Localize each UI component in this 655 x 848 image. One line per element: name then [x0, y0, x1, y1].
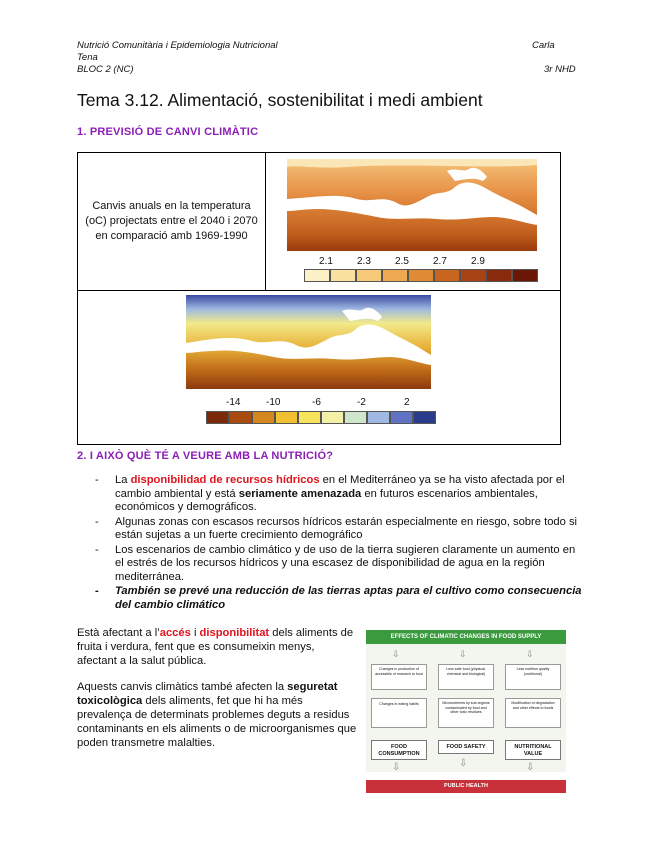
legend-swatch	[382, 269, 408, 282]
precipitation-tick-3: -6	[312, 397, 321, 408]
legend-swatch	[434, 269, 460, 282]
paragraph-access	[77, 626, 357, 668]
bullet-1-highlight: disponibilidad de recursos hídricos	[130, 474, 320, 486]
paragraph-1-highlight-availability: disponibilitat	[199, 627, 270, 639]
temperature-map-cell	[266, 153, 560, 291]
effect-box-safety: Less safe food (physical, chemical and biological)	[438, 664, 494, 690]
effects-diagram	[366, 630, 566, 795]
precipitation-tick-2: -10	[266, 397, 281, 408]
paragraph-1-highlight-access: accés	[159, 627, 191, 639]
arrow-down-icon: ⇩	[526, 649, 534, 659]
paragraph-2-end: dels aliments, fet que hi ha més prevalença de determinats problemes deguts a residus contaminants en els aliments o de microorganismes que poden transmetre malalties.	[77, 695, 357, 749]
effect-box-production: Changes in production of accessible of research to food	[371, 664, 427, 690]
bullet-list	[95, 474, 583, 613]
temperature-legend	[304, 269, 538, 282]
bullet-3-text: Los escenarios de cambio climático y de uso de la tierra sugieren claramente un aumento en el estrés de los recursos hídricos y una escasez de disponibilidad de agua en la región mediterránea.	[115, 543, 576, 583]
bullet-1-text-end: en futuros escenarios ambientales, económicos y demográficos.	[115, 487, 538, 513]
paragraph-1-start: Està afectant a l’	[77, 627, 160, 639]
precipitation-map	[186, 295, 431, 389]
legend-swatch	[330, 269, 356, 282]
arrow-down-icon: ⇩	[392, 762, 401, 773]
effect-box-nutrition: Less nutrition quality (nutritional)	[505, 664, 561, 690]
temperature-tick-2: 2.3	[357, 256, 371, 267]
header-author-name: Carla	[532, 40, 555, 51]
list-item	[95, 516, 583, 543]
legend-swatch	[390, 411, 413, 424]
list-item	[95, 544, 583, 585]
effect-box-contaminants: Micronutrients by sub-regions contaminated by food and other toxic residues	[438, 698, 494, 728]
bullet-marker: -	[95, 474, 99, 486]
bullet-marker: -	[95, 515, 99, 528]
bullet-4-text: También se prevé una reducción de las tierras aptas para el cultivo como consecuencia del cambio climático	[115, 585, 582, 611]
label-food-safety: FOOD SAFETY	[438, 740, 494, 754]
legend-swatch	[229, 411, 252, 424]
precipitation-tick-1: -14	[226, 397, 241, 408]
header-author-surname: Tena	[77, 52, 98, 63]
arrow-down-icon: ⇩	[526, 762, 535, 773]
legend-swatch	[460, 269, 486, 282]
bullet-1-bold: seriamente amenazada	[238, 487, 362, 500]
temperature-tick-1: 2.1	[319, 256, 333, 267]
section-heading-1: 1. PREVISIÓ DE CANVI CLIMÀTIC	[77, 126, 259, 138]
effect-box-eating: Changes in eating habits	[371, 698, 427, 728]
precipitation-tick-5: 2	[404, 397, 410, 408]
effects-diagram-title: EFFECTS OF CLIMATIC CHANGES IN FOOD SUPPLY	[366, 630, 566, 644]
map-caption	[78, 153, 266, 291]
arrow-down-icon: ⇩	[459, 649, 467, 659]
map-caption-text: Canvis anuals en la temperatura (oC) projectats entre el 2040 i 2070 en comparació amb 1969-1990	[85, 200, 258, 242]
paragraph-2-start: Aquests canvis climàtics també afecten la	[77, 681, 288, 693]
temperature-tick-4: 2.7	[433, 256, 447, 267]
legend-swatch	[367, 411, 390, 424]
header-block: BLOC 2 (NC)	[77, 64, 134, 75]
legend-swatch	[206, 411, 229, 424]
header-year: 3r NHD	[544, 64, 576, 75]
legend-swatch	[252, 411, 275, 424]
public-health-bar: PUBLIC HEALTH	[366, 780, 566, 793]
temperature-map	[287, 159, 537, 251]
legend-swatch	[408, 269, 434, 282]
bullet-marker: -	[95, 543, 99, 556]
paragraph-toxicology	[77, 680, 357, 750]
climate-maps-table	[77, 152, 561, 445]
bullet-2-text: Algunas zonas con escasos recursos hídricos estarán especialmente en riesgo, sobre todo si están sujetas a un fuerte crecimiento demográfico	[115, 515, 578, 541]
legend-swatch	[512, 269, 538, 282]
arrow-down-icon: ⇩	[392, 649, 400, 659]
precipitation-legend	[206, 411, 436, 424]
legend-swatch	[298, 411, 321, 424]
paragraph-2-bold: seguretat toxicològica	[77, 681, 338, 707]
page-title: Tema 3.12. Alimentació, sostenibilitat i medi ambient	[77, 90, 483, 110]
header-course: Nutrició Comunitària i Epidemiologia Nutricional	[77, 40, 278, 51]
paragraph-1-connector: i	[190, 627, 200, 639]
temperature-tick-3: 2.5	[395, 256, 409, 267]
label-food-consumption: FOOD CONSUMPTION	[371, 740, 427, 760]
section-heading-2: 2. I AIXÒ QUÈ TÉ A VEURE AMB LA NUTRICIÓ?	[77, 450, 334, 462]
legend-swatch	[275, 411, 298, 424]
label-nutritional-value: NUTRITIONAL VALUE	[505, 740, 561, 760]
legend-swatch	[486, 269, 512, 282]
effect-box-degradation: Modification of degradation and other effects to foods	[505, 698, 561, 728]
legend-swatch	[304, 269, 330, 282]
legend-swatch	[356, 269, 382, 282]
precipitation-map-cell	[78, 291, 560, 444]
list-item	[95, 474, 583, 515]
bullet-1-text-middle: en el Mediterráneo ya se ha visto afectada por el cambio ambiental y está	[115, 474, 565, 500]
legend-swatch	[321, 411, 344, 424]
temperature-tick-5: 2.9	[471, 256, 485, 267]
legend-swatch	[413, 411, 436, 424]
bullet-marker: -	[95, 585, 99, 597]
bullet-1-text-start: La	[115, 474, 131, 486]
precipitation-tick-4: -2	[357, 397, 366, 408]
legend-swatch	[344, 411, 367, 424]
list-item	[95, 585, 583, 612]
arrow-down-icon: ⇩	[459, 758, 468, 769]
paragraph-1-end: dels aliments de fruita i verdura, fent que es consumeixin menys, afectant a la salut pública.	[77, 627, 354, 667]
